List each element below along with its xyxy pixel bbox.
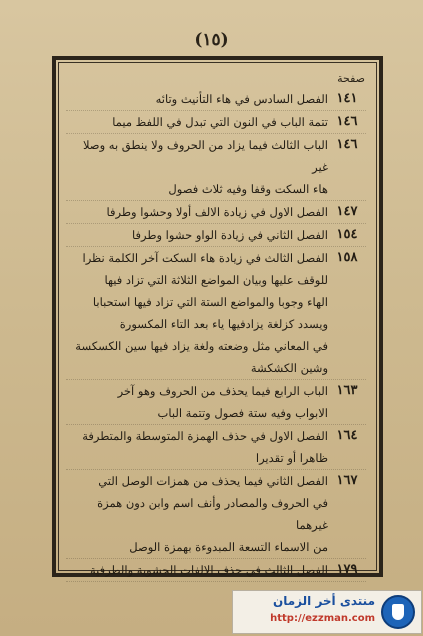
toc-entry-text: الفصل الثالث في حذف الالفات الحشوية والطرفية bbox=[89, 563, 328, 577]
toc-entry bbox=[66, 88, 366, 111]
page-number: (١٥) bbox=[194, 30, 229, 50]
toc-entry-text: الفصل الاول في زيادة الالف أولا وحشوا وطرفا bbox=[106, 205, 328, 219]
toc-entry bbox=[66, 224, 366, 247]
toc-entry-page: ١٦٧ bbox=[336, 473, 358, 488]
toc-entry bbox=[66, 247, 366, 380]
watermark-url: http://ezzman.com bbox=[270, 613, 375, 624]
watermark-title: منتدى أخر الزمان bbox=[273, 594, 375, 608]
toc-entry bbox=[66, 134, 366, 201]
toc-entry bbox=[66, 380, 366, 425]
toc-entry-page: ١٥٤ bbox=[336, 227, 358, 242]
toc-entry-page: ١٤٧ bbox=[336, 204, 358, 219]
toc-entry-page: ١٤٦ bbox=[336, 114, 358, 129]
toc-entry-text: تتمة الباب في النون التي تبدل في اللفظ ميما bbox=[112, 115, 328, 129]
toc-entry-text: الفصل الاول في حذف الهمزة المتوسطة والمتطرفة ظاهرا أو تقديرا bbox=[82, 429, 328, 465]
toc-entry-text: الباب الثالث فيما يزاد من الحروف ولا ينطق به وصلا غير هاء السكت وقفا وفيه ثلاث فصول bbox=[82, 138, 328, 196]
toc-entry bbox=[66, 111, 366, 134]
toc-list bbox=[66, 88, 366, 582]
watermark-badge bbox=[232, 590, 422, 634]
toc-entry-text: الفصل السادس في هاء التأنيث وتائه bbox=[155, 92, 328, 106]
toc-entry-text: الفصل الثالث في زيادة هاء السكت آخر الكلمة نظرا للوقف عليها وبيان المواضع الثلاثة التي تزاد فيها الهاء وجوبا والمواضع الستة التي تزاد فيها استحبابا ويسدد كزلغة يزادفيها ياء بعد التاء المكسورة في المعاني مثل وضعته ولغة يزاد فيها سين الكسكسة وشين الكشكشة bbox=[75, 251, 328, 375]
toc-entry-text: الفصل الثاني فيما يحذف من همزات الوصل التي في الحروف والمصادر وأنف اسم وابن دون همزة غيرهما من الاسماء التسعة المبدوءة بهمزة الوصل bbox=[97, 474, 328, 554]
toc-entry bbox=[66, 559, 366, 582]
column-header: صفحة bbox=[337, 72, 365, 85]
toc-entry-page: ١٤١ bbox=[336, 91, 358, 106]
toc-entry-text: الباب الرابع فيما يحذف من الحروف وهو آخر الابواب وفيه ستة فصول وتتمة الباب bbox=[117, 384, 328, 420]
toc-entry bbox=[66, 201, 366, 224]
toc-entry-page: ١٥٨ bbox=[336, 250, 358, 265]
toc-entry-page: ١٦٣ bbox=[336, 383, 358, 398]
shield-logo-icon bbox=[381, 595, 415, 629]
toc-entry bbox=[66, 470, 366, 559]
toc-entry-page: ١٦٤ bbox=[336, 428, 358, 443]
toc-entry bbox=[66, 425, 366, 470]
toc-entry-page: ١٧٩ bbox=[336, 562, 358, 577]
toc-entry-text: الفصل الثاني في زيادة الواو حشوا وطرفا bbox=[131, 228, 328, 242]
toc-entry-page: ١٤٦ bbox=[336, 137, 358, 152]
